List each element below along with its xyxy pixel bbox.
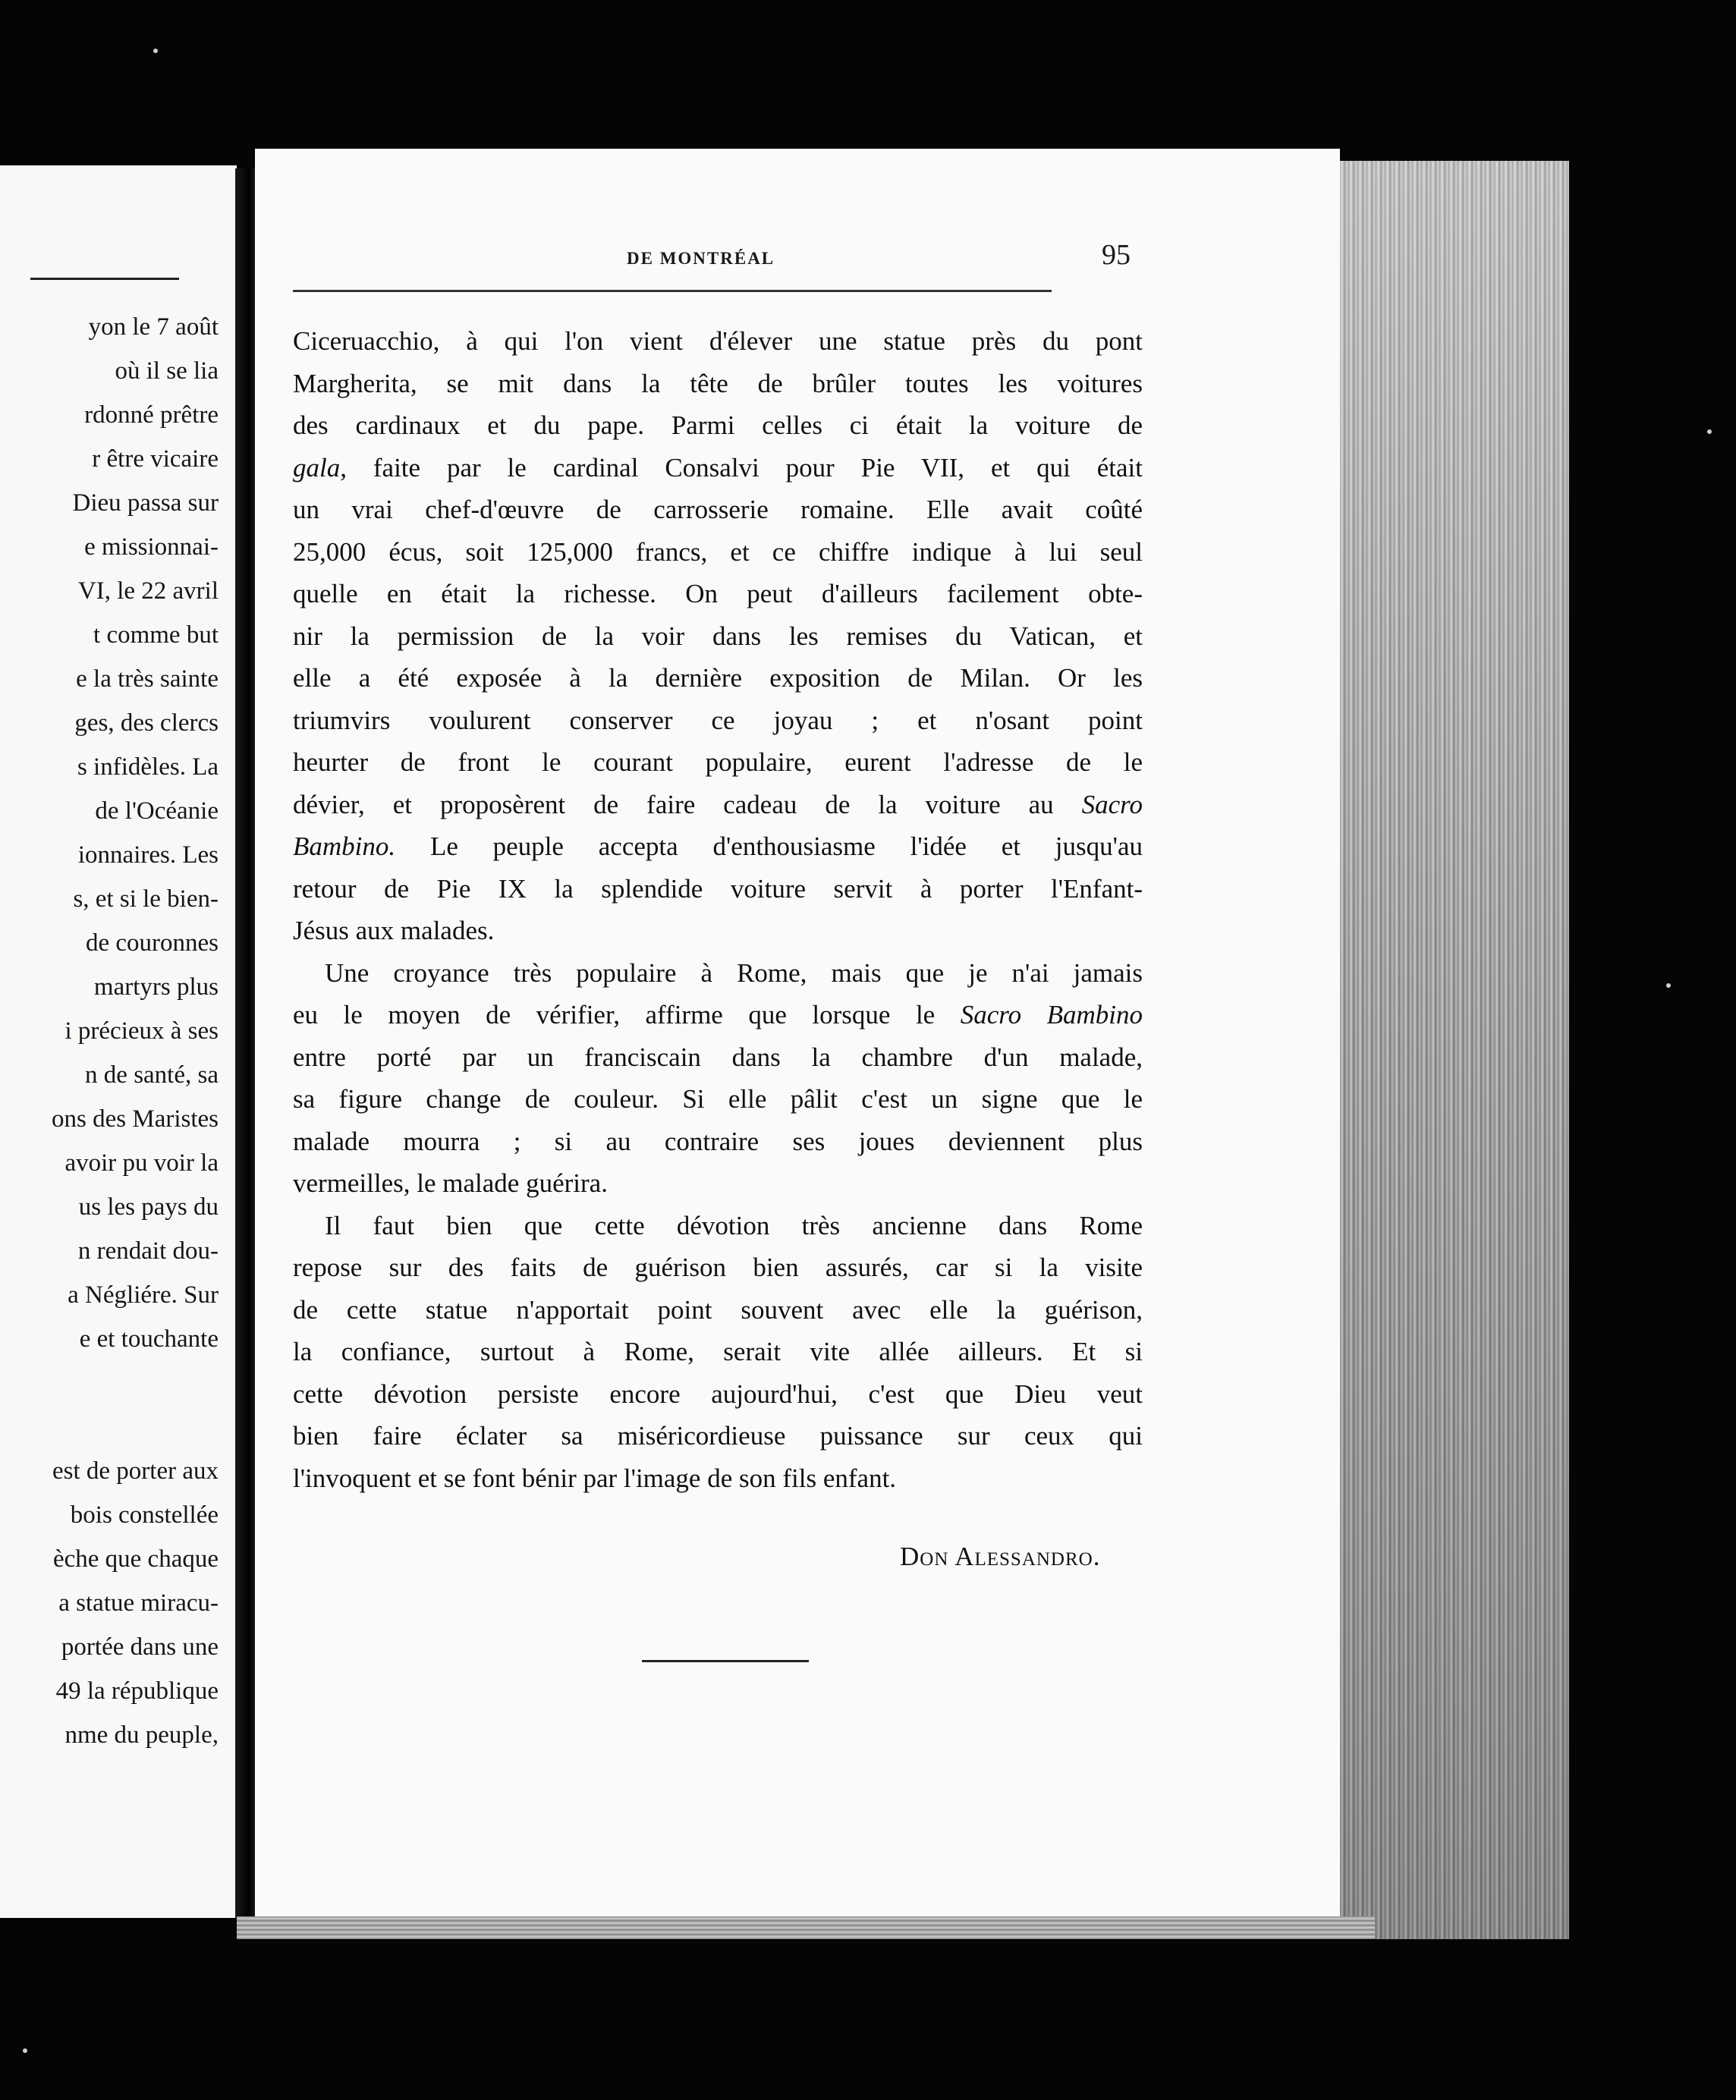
left-page-line: portée dans une bbox=[61, 1633, 219, 1661]
film-speck bbox=[153, 49, 158, 53]
text-line: entre porté par un franciscain dans la chambre d'un malade, bbox=[293, 1042, 1143, 1072]
text-line: cette dévotion persiste encore aujourd'hui, c'est que Dieu veut bbox=[293, 1379, 1143, 1409]
left-page-line: èche que chaque bbox=[52, 1545, 219, 1573]
text-line: un vrai chef-d'œuvre de carrosserie romaine. Elle avait coûté bbox=[293, 495, 1143, 524]
text-line: malade mourra ; si au contraire ses joues deviennent plus bbox=[293, 1126, 1143, 1156]
left-page-line: rdonné prêtre bbox=[84, 401, 219, 429]
text-line: des cardinaux et du pape. Parmi celles ci était la voiture de bbox=[293, 410, 1143, 440]
text-line: elle a été exposée à la dernière exposition de Milan. Or les bbox=[293, 663, 1143, 693]
left-page-line: est de porter aux bbox=[52, 1457, 219, 1485]
text-line: heurter de front le courant populaire, eurent l'adresse de le bbox=[293, 747, 1143, 777]
text-line: nir la permission de la voir dans les remises du Vatican, et bbox=[293, 621, 1143, 651]
film-speck bbox=[23, 2048, 27, 2053]
text-line: 25,000 écus, soit 125,000 francs, et ce chiffre indique à lui seul bbox=[293, 536, 1143, 567]
left-page-line: martyrs plus bbox=[93, 973, 219, 1001]
left-page-line: 49 la république bbox=[55, 1677, 219, 1705]
text-line: dévier, et proposèrent de faire cadeau de la voiture au Sacro bbox=[293, 789, 1143, 819]
text-line: retour de Pie IX la splendide voiture servit à porter l'Enfant- bbox=[293, 873, 1143, 904]
left-page-line: s infidèles. La bbox=[77, 753, 219, 781]
left-page-line bbox=[0, 1405, 219, 1449]
text-line: de cette statue n'apportait point souvent avec elle la guérison, bbox=[293, 1294, 1143, 1325]
end-rule bbox=[642, 1660, 809, 1662]
text-line: Jésus aux malades. bbox=[293, 916, 495, 945]
book-bottom-edge bbox=[237, 1916, 1375, 1939]
left-page-line: i précieux à ses bbox=[64, 1017, 219, 1045]
left-page-line: avoir pu voir la bbox=[64, 1149, 219, 1177]
left-page bbox=[0, 165, 237, 1918]
page-header bbox=[255, 235, 1340, 281]
text-line: Une croyance très populaire à Rome, mais que je n'ai jamais bbox=[325, 957, 1143, 988]
left-page-line: a Négliére. Sur bbox=[68, 1281, 219, 1309]
left-page-line: yon le 7 août bbox=[88, 313, 219, 341]
left-page-line: Dieu passa sur bbox=[72, 489, 219, 517]
header-rule bbox=[293, 290, 1052, 292]
text-line: bien faire éclater sa miséricordieuse puissance sur ceux qui bbox=[293, 1421, 1143, 1451]
text-line: Il faut bien que cette dévotion très ancienne dans Rome bbox=[325, 1210, 1143, 1240]
paragraph-1 bbox=[293, 320, 1143, 952]
body-text bbox=[293, 320, 1143, 1499]
left-page-line: ges, des clercs bbox=[74, 709, 219, 737]
text-line: Bambino. Le peuple accepta d'enthousiasme l'idée et jusqu'au bbox=[293, 832, 1143, 861]
left-page-line: n rendait dou- bbox=[77, 1237, 219, 1265]
left-page-line: e et touchante bbox=[79, 1325, 219, 1353]
book-page-edges bbox=[1340, 161, 1569, 1939]
left-page-line: r être vicaire bbox=[92, 445, 219, 473]
running-head: DE MONTRÉAL bbox=[627, 249, 775, 268]
left-page-line bbox=[0, 1361, 219, 1405]
left-page-line: e la très sainte bbox=[76, 665, 219, 693]
text-line: la confiance, surtout à Rome, serait vite allée ailleurs. Et si bbox=[293, 1337, 1143, 1366]
left-page-line: us les pays du bbox=[78, 1193, 219, 1221]
left-page-line: n de santé, sa bbox=[85, 1061, 219, 1089]
text-line: Ciceruacchio, à qui l'on vient d'élever une statue près du pont bbox=[293, 326, 1143, 356]
left-page-rule bbox=[30, 278, 179, 280]
text-line: eu le moyen de vérifier, affirme que lorsque le Sacro Bambino bbox=[293, 1000, 1143, 1030]
left-page-line: ons des Maristes bbox=[52, 1105, 219, 1133]
left-page-line: de l'Océanie bbox=[95, 797, 219, 825]
text-line: triumvirs voulurent conserver ce joyau ; et n'osant point bbox=[293, 705, 1143, 735]
right-page bbox=[255, 149, 1340, 1919]
text-line: vermeilles, le malade guérira. bbox=[293, 1168, 608, 1198]
left-page-line: s, et si le bien- bbox=[73, 885, 219, 913]
text-line: Margherita, se mit dans la tête de brûler toutes les voitures bbox=[293, 368, 1143, 398]
page-number: 95 bbox=[1102, 239, 1131, 271]
left-page-line: bois constellée bbox=[70, 1501, 219, 1529]
left-page-line: e missionnai- bbox=[84, 533, 219, 561]
left-page-line: ionnaires. Les bbox=[77, 841, 219, 869]
left-page-line: a statue miracu- bbox=[58, 1589, 219, 1617]
left-page-text bbox=[0, 305, 219, 1757]
text-line: quelle en était la richesse. On peut d'ailleurs facilement obte- bbox=[293, 579, 1143, 608]
text-line: l'invoquent et se font bénir par l'image de son fils enfant. bbox=[293, 1463, 897, 1493]
text-line: sa figure change de couleur. Si elle pâlit c'est un signe que le bbox=[293, 1084, 1143, 1114]
left-page-line: VI, le 22 avril bbox=[77, 577, 219, 605]
film-speck bbox=[1666, 983, 1671, 988]
left-page-line: nme du peuple, bbox=[64, 1721, 219, 1749]
left-page-line: t comme but bbox=[93, 621, 219, 649]
left-page-line: où il se lia bbox=[115, 357, 219, 385]
author-signature: Don Alessandro. bbox=[900, 1542, 1101, 1571]
film-speck bbox=[1707, 429, 1712, 434]
text-line: gala, faite par le cardinal Consalvi pour Pie VII, et qui était bbox=[293, 452, 1143, 483]
paragraph-2 bbox=[293, 952, 1143, 1205]
paragraph-3 bbox=[293, 1205, 1143, 1500]
left-page-line: de couronnes bbox=[85, 929, 219, 957]
text-line: repose sur des faits de guérison bien assurés, car si la visite bbox=[293, 1253, 1143, 1282]
